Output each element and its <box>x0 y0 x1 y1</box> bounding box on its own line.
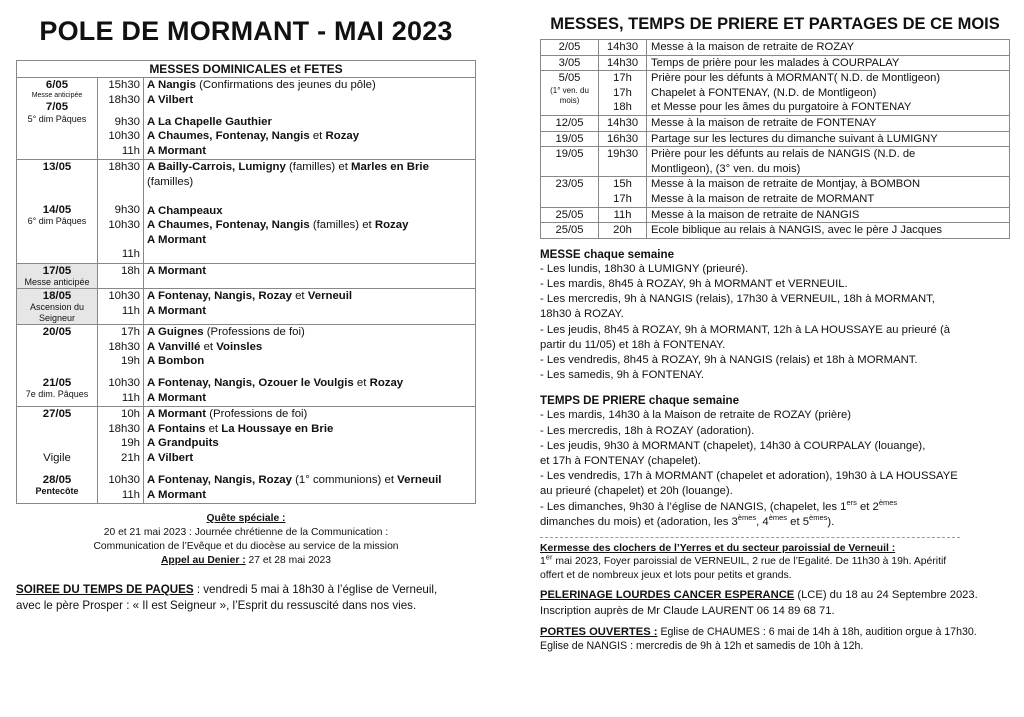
place: A La Chapelle Gauthier <box>147 115 272 128</box>
time: 10h30 <box>108 377 140 390</box>
place: A Mormant <box>147 391 207 404</box>
time: 18h30 <box>108 93 140 106</box>
time: 11h <box>121 145 140 158</box>
time: 17h <box>120 325 140 338</box>
time: 10h <box>120 407 140 420</box>
list-item: - Les mercredis, 9h à NANGIS (relais), 17h30 à VERNEUIL, 18h à MORMANT, <box>540 293 935 306</box>
place: A Guignes (Professions de foi) <box>147 325 305 338</box>
portes-title: PORTES OUVERTES : <box>540 625 658 638</box>
portes-ouvertes: PORTES OUVERTES : Eglise de CHAUMES : 6 mai de 14h à 18h, audition orgue à 17h30. Eglise de NANGIS : mercredis de 9h à 12h et samedis de 10h à 12h. <box>540 625 977 653</box>
table-row: 19/05 16h30 Partage sur les lectures du dimanche suivant à LUMIGNY <box>541 131 1010 147</box>
list-item: - Les samedis, 9h à FONTENAY. <box>540 369 705 382</box>
list-item: - Les vendredis, 8h45 à ROZAY, 9h à NANGIS (relais) et 18h à MORMANT. <box>540 353 918 366</box>
page-title: POLE DE MORMANT - MAI 2023 <box>39 16 453 46</box>
table-row: 25/05 11h Messe à la maison de retraite de NANGIS <box>541 207 1010 223</box>
time: 10h30 <box>108 289 140 302</box>
date: 13/05 <box>42 160 72 173</box>
list-item: partir du 11/05) et 18h à FONTENAY. <box>540 338 726 351</box>
pelerinage: PELERINAGE LOURDES CANCER ESPERANCE (LCE) du 18 au 24 Septembre 2023. Inscription auprès de Mr Claude LAURENT 06 14 89 68 71. <box>540 589 978 617</box>
date: 17/05 <box>42 264 72 277</box>
date: 27/05 <box>42 407 72 420</box>
date-note: Pentecôte <box>35 485 79 496</box>
time: 10h30 <box>108 130 140 143</box>
table-row <box>17 324 476 406</box>
place: A Grandpuits <box>147 437 219 450</box>
date: 18/05 <box>42 289 72 302</box>
table-row: 12/05 14h30 Messe à la maison de retraite de FONTENAY <box>541 115 1010 131</box>
quete-line: 20 et 21 mai 2023 : Journée chrétienne de la Communication : <box>103 526 389 538</box>
list-item: 18h30 à ROZAY. <box>540 308 624 321</box>
place: A Mormant <box>147 145 207 158</box>
date: 20/05 <box>42 325 72 338</box>
list-item: - Les dimanches, 9h30 à l’église de NANGIS, (chapelet, les 1ers et 2èmes <box>540 497 898 513</box>
table-row <box>17 159 476 263</box>
table-row <box>17 263 476 288</box>
place: A Vanvillé et Voinsles <box>147 340 263 353</box>
time: 18h30 <box>108 340 140 353</box>
place: A Vilbert <box>147 452 194 465</box>
time: 18h <box>120 264 140 277</box>
date: 7/05 <box>45 101 69 113</box>
kermesse-title: Kermesse des clochers de l’Yerres et du secteur paroissial de Verneuil : <box>540 542 896 554</box>
time: 10h30 <box>108 473 140 486</box>
list-item: - Les vendredis, 17h à MORMANT (chapelet et adoration), 19h30 à LA HOUSSAYE <box>540 470 958 483</box>
place: A Bailly-Carrois, Lumigny (familles) et Marles en Brie (familles) <box>147 160 429 188</box>
date-note: (1° ven. du mois) <box>550 85 589 105</box>
time: 19h <box>120 437 140 450</box>
table-row: 19/05 19h30 Prière pour les défunts au relais de NANGIS (N.D. de Montligeon), (3° ven. du mois) <box>541 147 1010 177</box>
time: 11h <box>121 488 140 501</box>
quete-line: Communication de l’Evêque et du diocèse au service de la mission <box>93 540 399 552</box>
time: 9h30 <box>114 203 140 216</box>
list-item: - Les jeudis, 8h45 à ROZAY, 9h à MORMANT, 12h à LA HOUSSAYE au prieuré (à <box>540 323 951 336</box>
place: A Mormant <box>147 304 207 317</box>
list-item: - Les jeudis, 9h30 à MORMANT (chapelet), 14h30 à COURPALAY (louange), <box>540 439 926 452</box>
date-note: 7e dim. Pâques <box>25 389 89 400</box>
place: A Chaumes, Fontenay, Nangis (familles) et Rozay <box>147 219 409 232</box>
left-column <box>16 0 476 614</box>
sunday-masses-table <box>16 60 476 504</box>
time: 18h30 <box>108 160 140 173</box>
list-item: dimanches du mois) et (adoration, les 3èmes, 4èmes et 5èmes). <box>540 513 835 528</box>
table-row <box>17 288 476 324</box>
date: 28/05 <box>42 473 72 486</box>
quete-title: Quête spéciale : <box>206 512 286 524</box>
date-note: Messe anticipée <box>24 276 90 287</box>
time: 18h30 <box>108 422 140 435</box>
list-item: - Les mardis, 14h30 à la Maison de retraite de ROZAY (prière) <box>540 409 852 422</box>
weekly-mass-list <box>540 262 1010 384</box>
pelerinage-title: PELERINAGE LOURDES CANCER ESPERANCE <box>540 589 795 602</box>
appel-denier: Appel au Denier : 27 et 28 mai 2023 <box>161 554 331 566</box>
easter-evening: SOIREE DU TEMPS DE PAQUES : vendredi 5 mai à 18h30 à l’église de Verneuil, avec le père Prosper : « Il est Seigneur », l’Esprit du ressuscité dans nos vies. <box>16 582 438 612</box>
soiree-label: SOIREE DU TEMPS DE PAQUES <box>16 582 194 596</box>
weekly-prayer-list <box>540 408 1010 530</box>
table-row <box>17 406 476 503</box>
table-row: 5/05 (1° ven. du mois) 17h 17h 18h Prière pour les défunts à MORMANT( N.D. de Montligeon) Chapelet à FONTENAY, (N.D. de Montligeon) et Messe pour les âmes du purgatoire à FONTENAY <box>541 71 1010 116</box>
time: 11h <box>121 248 140 261</box>
right-column <box>540 0 1010 654</box>
month-schedule-table <box>540 39 1010 239</box>
table-row: 3/05 14h30 Temps de prière pour les malades à COURPALAY <box>541 55 1010 71</box>
place: A Mormant (Professions de foi) <box>147 407 308 420</box>
time: 9h30 <box>114 115 140 128</box>
table-row: 23/05 15h 17h Messe à la maison de retraite de Montjay, à BOMBON Messe à la maison de retraite de MORMANT <box>541 177 1010 207</box>
place: A Mormant <box>147 234 207 247</box>
time: 11h <box>121 391 140 404</box>
vigile-label: Vigile <box>43 452 71 465</box>
place: A Bombon <box>147 355 205 368</box>
list-item: - Les mercredis, 18h à ROZAY (adoration). <box>540 424 755 437</box>
date: 6/05 <box>45 79 69 91</box>
kermesse: Kermesse des clochers de l’Yerres et du secteur paroissial de Verneuil : 1er mai 2023, Foyer paroissial de VERNEUIL, 2 rue de l’Egalité. De 11h30 à 19h. Apéritif offert et de nombreux jeux et lots pour petits et grands. <box>540 542 1010 583</box>
place: A Chaumes, Fontenay, Nangis et Rozay <box>147 130 360 143</box>
date-note: Ascension du Seigneur <box>29 301 85 323</box>
place: A Fontains et La Houssaye en Brie <box>147 422 334 435</box>
weekly-prayer-title: TEMPS DE PRIERE chaque semaine <box>540 394 740 408</box>
place: A Nangis (Confirmations des jeunes du pôle) <box>147 79 376 91</box>
place: A Fontenay, Nangis, Rozay (1° communions) et Verneuil <box>147 473 442 486</box>
table-row <box>17 78 476 160</box>
time: 10h30 <box>108 218 140 231</box>
place: A Mormant <box>147 264 207 277</box>
time: 15h30 <box>108 79 140 91</box>
time: 19h <box>120 355 140 368</box>
place: A Fontenay, Nangis, Rozay et Verneuil <box>147 289 353 302</box>
date-note: 5° dim Pâques <box>27 114 87 124</box>
table-row: 25/05 20h Ecole biblique au relais à NANGIS, avec le père J Jacques <box>541 223 1010 239</box>
table-header: MESSES DOMINICALES et FETES <box>17 61 476 78</box>
place: A Champeaux <box>147 204 223 217</box>
date-note: 6° dim Pâques <box>27 215 87 226</box>
time: 11h <box>121 304 140 317</box>
weekly-mass-title: MESSE chaque semaine <box>540 247 675 261</box>
section-title: MESSES, TEMPS DE PRIERE ET PARTAGES DE CE MOIS <box>550 15 1000 33</box>
place: A Vilbert <box>147 93 194 106</box>
list-item: au prieuré (chapelet) et 20h (louange). <box>540 485 733 498</box>
list-item: - Les mardis, 8h45 à ROZAY, 9h à MORMANT et VERNEUIL. <box>540 277 848 290</box>
special-collection <box>16 512 476 568</box>
date: 14/05 <box>42 203 72 216</box>
list-item: et 17h à FONTENAY (chapelet). <box>540 454 701 467</box>
list-item: - Les lundis, 18h30 à LUMIGNY (prieuré). <box>540 262 749 275</box>
time: 21h <box>120 452 140 465</box>
date-note: Messe anticipée <box>31 92 83 99</box>
table-row: 2/05 14h30 Messe à la maison de retraite de ROZAY <box>541 40 1010 56</box>
divider <box>540 537 960 538</box>
place: A Mormant <box>147 488 207 501</box>
place: A Fontenay, Nangis, Ozouer le Voulgis et Rozay <box>147 377 404 390</box>
date: 21/05 <box>42 377 72 390</box>
